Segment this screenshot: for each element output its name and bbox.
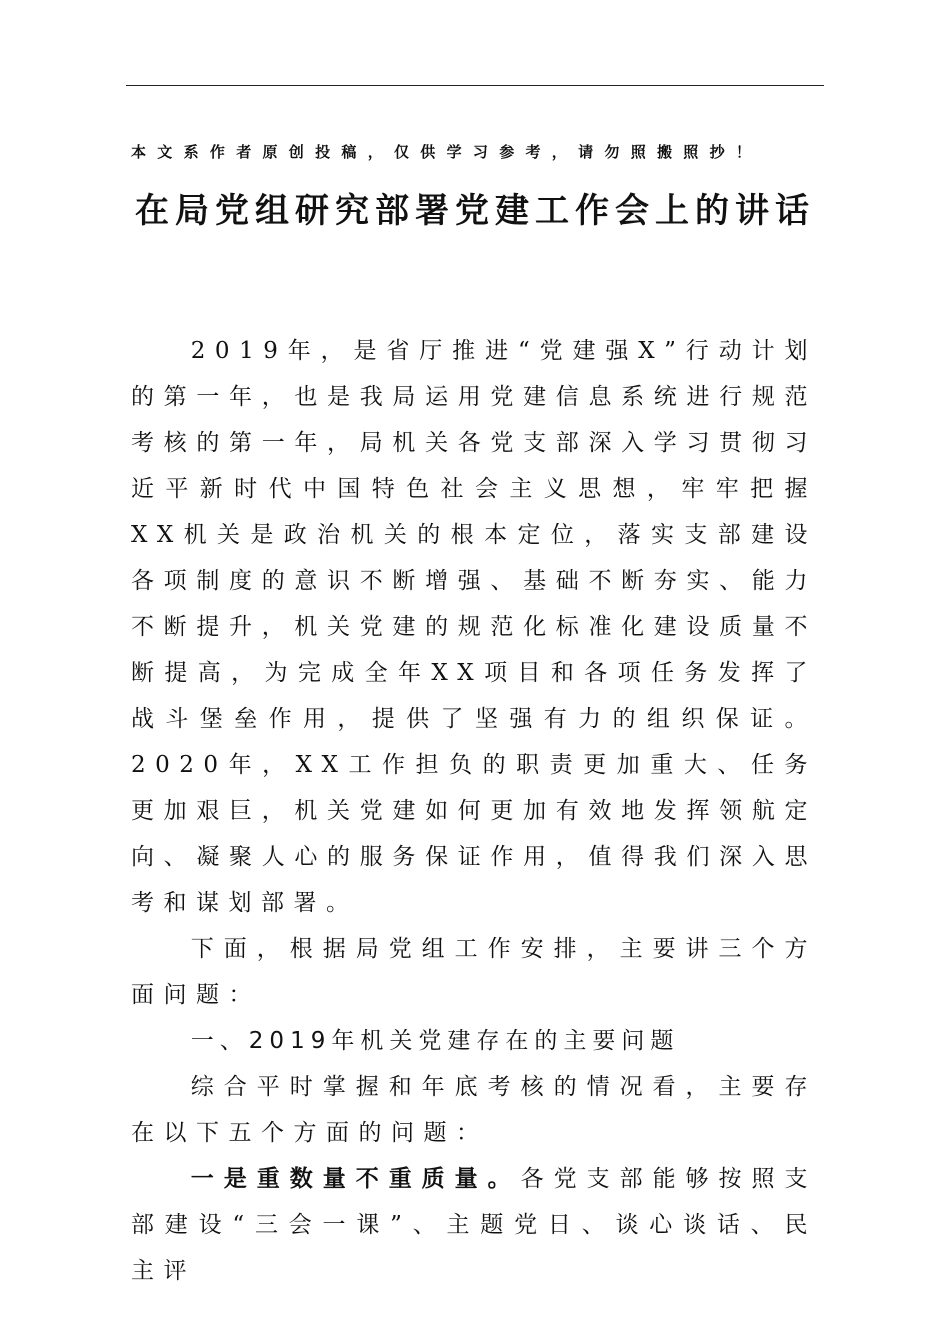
paragraph-section-intro: 综合平时掌握和年底考核的情况看，主要存在以下五个方面的问题：: [131, 1074, 817, 1146]
header-rule: [126, 85, 824, 86]
copyright-notice: 本文系作者原创投稿，仅供学习参考，请勿照搬照抄！: [131, 143, 763, 161]
document-body: [131, 328, 817, 1294]
point-one-lead: 一是重数量不重质量。: [190, 1165, 521, 1192]
point-one-text: 各党支部能够按照支部建设“三会一课”、主题党日、谈心谈话、民主评: [131, 1166, 818, 1284]
section-heading: 一、2019年机关党建存在的主要问题: [190, 1028, 680, 1054]
paragraph-intro: 2019年，是省厅推进“党建强X”行动计划的第一年，也是我局运用党建信息系统进行规范考核的第一年，局机关各党支部深入学习贯彻习近平新时代中国特色社会主义思想，牢牢把握XX机关是政治机关的根本定位，落实支部建设各项制度的意识不断增强、基础不断夯实、能力不断提升，机关党建的规范化标准化建设质量不断提高，为完成全年XX项目和各项任务发挥了战斗堡垒作用，提供了坚强有力的组织保证。2020年，XX工作担负的职责更加重大、任务更加艰巨，机关党建如何更加有效地发挥领航定向、凝聚人心的服务保证作用，值得我们深入思考和谋划部署。: [131, 338, 817, 916]
document-title: 在局党组研究部署党建工作会上的讲话: [135, 191, 815, 231]
paragraph-outline: 下面，根据局党组工作安排，主要讲三个方面问题：: [131, 936, 817, 1008]
paragraph-point-one: [131, 1156, 817, 1294]
